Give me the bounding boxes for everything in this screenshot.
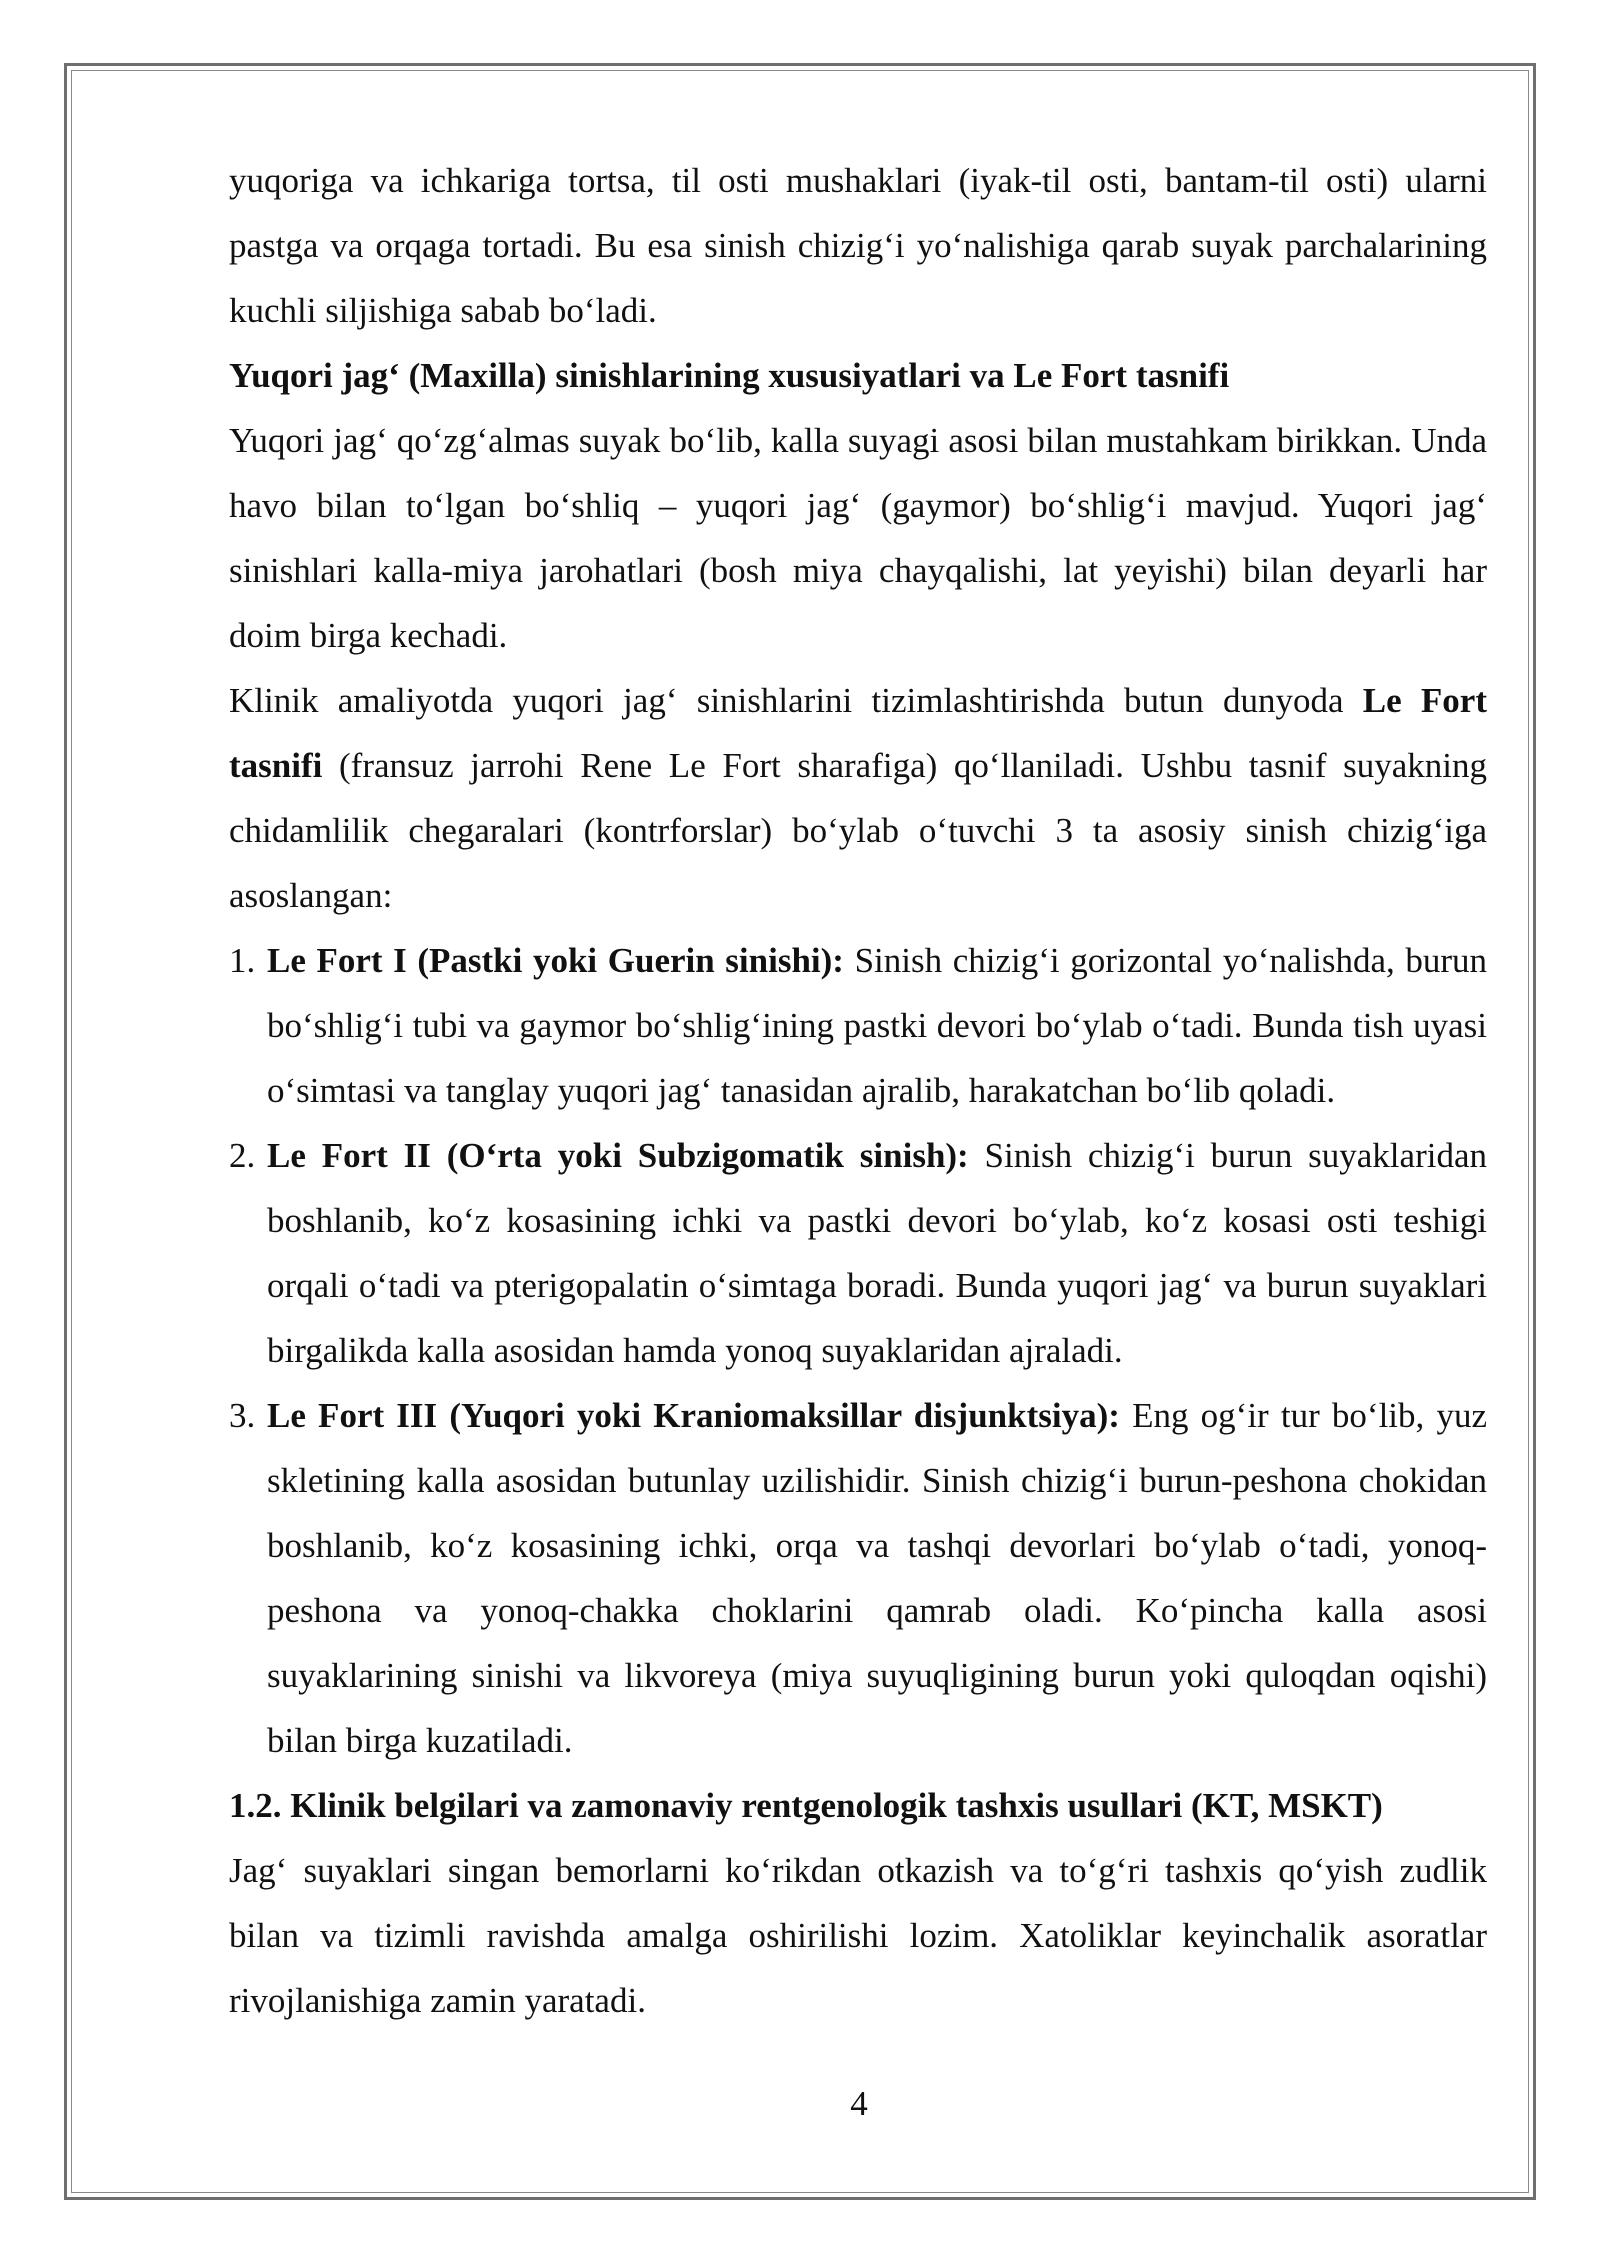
paragraph-le-fort-intro bbox=[229, 668, 1487, 928]
list-item bbox=[229, 928, 1487, 1123]
list-item-title: Le Fort III (Yuqori yoki Kraniomaksillar disjunktsiya): bbox=[267, 1396, 1120, 1435]
list-item-number: 1. bbox=[229, 941, 256, 980]
page-number: 4 bbox=[850, 2084, 868, 2123]
list-item-number: 3. bbox=[229, 1396, 256, 1435]
document-body bbox=[229, 148, 1487, 2033]
paragraph-diagnosis: Jag‘ suyaklari singan bemorlarni ko‘rikdan otkazish va to‘g‘ri tashxis qo‘yish zudlik bilan va tizimli ravishda amalga oshirilishi lozim. Xatoliklar keyinchalik asoratlar rivojlanishiga zamin yaratadi. bbox=[229, 1851, 1487, 2020]
paragraph-le-fort-intro-start: Klinik amaliyotda yuqori jag‘ sinishlarini tizimlashtirishda butun dunyoda bbox=[229, 681, 1363, 720]
paragraph-continuation: yuqoriga va ichkariga tortsa, til osti mushaklari (iyak-til osti, bantam-til osti) ularni pastga va orqaga tortadi. Bu esa sinish chizig‘i yo‘nalishiga qarab suyak parchalarining kuchli siljishiga sabab bo‘ladi. bbox=[229, 161, 1487, 330]
paragraph-le-fort-intro-end: (fransuz jarrohi Rene Le Fort sharafiga) qo‘llaniladi. Ushbu tasnif suyakning chidamlilik chegaralari (kontrforslar) bo‘ylab o‘tuvchi 3 ta asosiy sinish chizig‘iga asoslangan: bbox=[229, 746, 1487, 915]
le-fort-term: Le Fort tasnifi bbox=[229, 681, 1487, 785]
list-item-number: 2. bbox=[229, 1136, 256, 1175]
list-item-text: Sinish chizig‘i gorizontal yo‘nalishda, burun bo‘shlig‘i tubi va gaymor bo‘shlig‘ining pastki devori bo‘ylab o‘tadi. Bunda tish uyasi o‘simtasi va tanglay yuqori jag‘ tanasidan ajralib, harakatchan bo‘lib qoladi. bbox=[267, 941, 1487, 1110]
list-item-text: Eng og‘ir tur bo‘lib, yuz skletining kalla asosidan butunlay uzilishidir. Sinish chizig‘i burun-peshona chokidan boshlanib, ko‘z kosasining ichki, orqa va tashqi devorlari bo‘ylab o‘tadi, yonoq-peshona va yonoq-chakka choklarini qamrab oladi. Ko‘pincha kalla asosi suyaklarining sinishi va likvoreya (miya suyuqligining burun yoki quloqdan oqishi) bilan birga kuzatiladi. bbox=[267, 1396, 1487, 1760]
paragraph-maxilla-description: Yuqori jag‘ qo‘zg‘almas suyak bo‘lib, kalla suyagi asosi bilan mustahkam birikkan. Unda havo bilan to‘lgan bo‘shliq – yuqori jag‘ (gaymor) bo‘shlig‘i mavjud. Yuqori jag‘ sinishlari kalla-miya jarohatlari (bosh miya chayqalishi, lat yeyishi) bilan deyarli har doim birga kechadi. bbox=[229, 421, 1487, 655]
list-item-text: Sinish chizig‘i burun suyaklaridan boshlanib, ko‘z kosasining ichki va pastki devori bo‘ylab, ko‘z kosasi osti teshigi orqali o‘tadi va pterigopalatin o‘simtaga boradi. Bunda yuqori jag‘ va burun suyaklari birgalikda kalla asosidan hamda yonoq suyaklaridan ajraladi. bbox=[267, 1136, 1487, 1370]
list-item-title: Le Fort I (Pastki yoki Guerin sinishi): bbox=[267, 941, 844, 980]
list-item bbox=[229, 1123, 1487, 1383]
list-item bbox=[229, 1383, 1487, 1773]
section-heading-diagnosis: 1.2. Klinik belgilari va zamonaviy rentgenologik tashxis usullari (KT, MSKT) bbox=[229, 1786, 1383, 1825]
le-fort-list bbox=[229, 928, 1487, 1773]
list-item-title: Le Fort II (O‘rta yoki Subzigomatik sinish): bbox=[267, 1136, 969, 1175]
section-heading-maxilla: Yuqori jag‘ (Maxilla) sinishlarining xususiyatlari va Le Fort tasnifi bbox=[229, 356, 1230, 395]
